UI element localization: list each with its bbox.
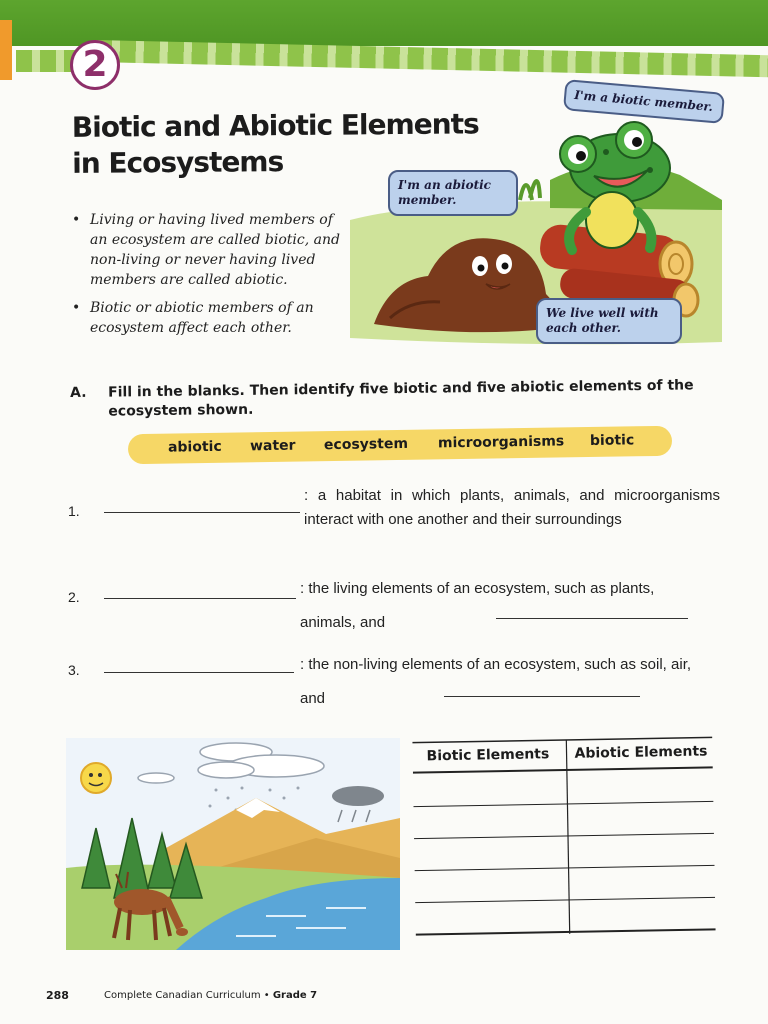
question-text: : the living elements of an ecosystem, such as plants, animals, and [300,580,655,631]
word-bank-item: biotic [589,432,635,450]
answer-blank[interactable] [444,696,640,697]
chapter-badge: 2 [70,40,120,90]
page-number: 288 [46,989,69,1002]
ecosystem-landscape-illustration [66,738,400,950]
header-band [0,0,768,46]
rock-speech-bubble: I'm an abiotic member. [388,170,518,216]
table-grid [412,735,715,936]
frog-rock-illustration [350,80,722,350]
footer-grade: Grade 7 [272,990,318,1001]
frog-speech-bubble: I'm a biotic member. [563,79,725,124]
page-edge-tab [0,20,12,80]
question-number: 2. [68,589,80,605]
question-number: 1. [68,503,80,519]
question-text: : a habitat in which plants, animals, and microorganisms interact with one another and their surroundings [304,487,720,528]
word-bank [128,426,672,465]
question-number: 3. [68,662,80,678]
bullet-item: • Biotic or abiotic members of an ecosystem affect each other. [72,298,344,338]
landscape-svg [66,738,400,950]
footer-separator: • [263,990,270,1001]
question-text: : the non-living elements of an ecosystem, such as soil, air, and [300,656,692,707]
bullet-item: • Living or having lived members of an ecosystem are called biotic, and non-living or never having lived members are called abiotic. [72,210,344,290]
sun-icon [81,763,111,793]
title-line-1: Biotic and Abiotic Elements [71,107,479,144]
word-bank-item: water [249,437,296,455]
answer-blank[interactable] [104,598,296,599]
word-bank-item: abiotic [167,438,222,456]
answer-blank[interactable] [104,672,294,673]
word-bank-item: ecosystem [323,435,409,454]
table-header-abiotic: Abiotic Elements [574,743,708,762]
title-line-2: in Ecosystems [72,145,284,180]
section-a-instructions [70,376,730,420]
elements-table [412,735,715,936]
info-bullets [72,210,344,346]
section-label: A. [70,384,87,402]
answer-blank[interactable] [496,618,688,619]
together-speech-bubble: We live well with each other. [536,298,682,344]
word-bank-item: microorganisms [437,433,565,452]
footer-book: Complete Canadian Curriculum [104,990,261,1001]
footer-book-title [104,990,317,1001]
answer-blank[interactable] [104,512,300,513]
section-instructions: Fill in the blanks. Then identify five biotic and five abiotic elements of the ecosystem shown. [108,377,694,420]
table-header-biotic: Biotic Elements [426,746,550,765]
